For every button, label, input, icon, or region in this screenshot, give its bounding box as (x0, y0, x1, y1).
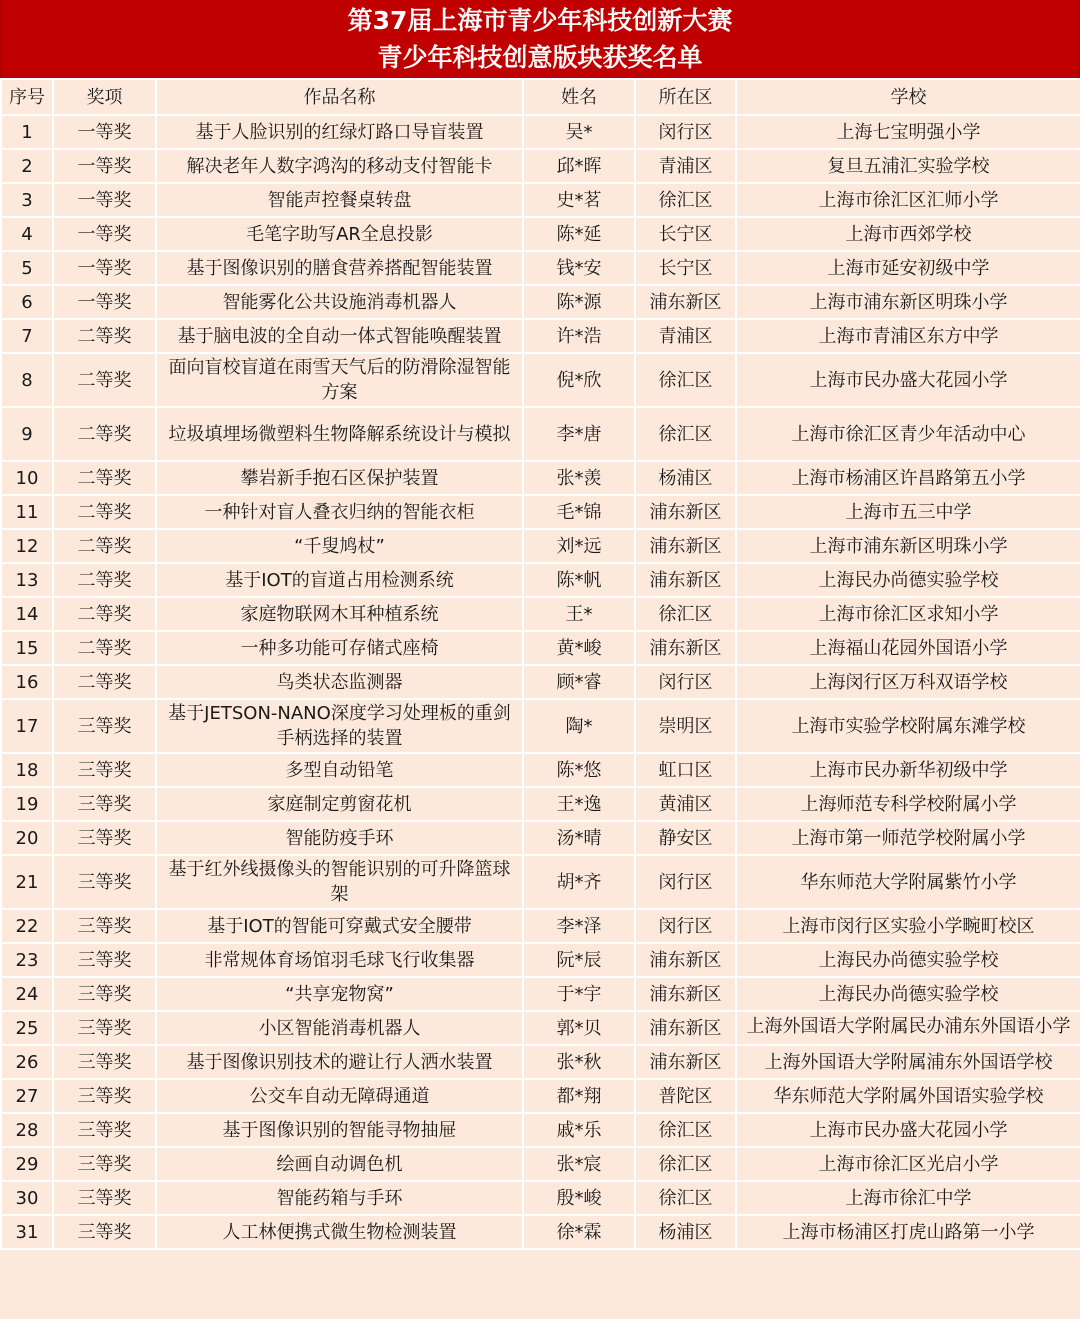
cell-work: 基于脑电波的全自动一体式智能唤醒装置 (156, 319, 523, 353)
cell-award: 三等奖 (53, 1045, 156, 1079)
cell-no: 31 (1, 1215, 53, 1249)
cell-work: 公交车自动无障碍通道 (156, 1079, 523, 1113)
cell-district: 闵行区 (635, 115, 736, 149)
cell-school: 上海民办尚德实验学校 (736, 977, 1080, 1011)
cell-district: 普陀区 (635, 1079, 736, 1113)
cell-school: 上海七宝明强小学 (736, 115, 1080, 149)
cell-work: 绘画自动调色机 (156, 1147, 523, 1181)
cell-school: 上海市杨浦区打虎山路第一小学 (736, 1215, 1080, 1249)
cell-name: 史*茗 (523, 183, 635, 217)
cell-no: 8 (1, 353, 53, 407)
title-line-1: 第37届上海市青少年科技创新大赛 (347, 6, 733, 35)
cell-work: 解决老年人数字鸿沟的移动支付智能卡 (156, 149, 523, 183)
cell-award: 三等奖 (53, 943, 156, 977)
cell-name: 胡*齐 (523, 855, 635, 909)
cell-work: 人工林便携式微生物检测装置 (156, 1215, 523, 1249)
table-row (1, 353, 1080, 407)
cell-school: 上海市民办盛大花园小学 (736, 353, 1080, 407)
cell-district: 徐汇区 (635, 1181, 736, 1215)
table-row (1, 1181, 1080, 1215)
cell-award: 三等奖 (53, 855, 156, 909)
cell-district: 静安区 (635, 821, 736, 855)
table-row (1, 631, 1080, 665)
table-row (1, 285, 1080, 319)
cell-work: 基于IOT的智能可穿戴式安全腰带 (156, 909, 523, 943)
cell-work: 小区智能消毒机器人 (156, 1011, 523, 1045)
cell-name: 张*羡 (523, 461, 635, 495)
cell-no: 5 (1, 251, 53, 285)
cell-award: 三等奖 (53, 1147, 156, 1181)
cell-work: 毛笔字助写AR全息投影 (156, 217, 523, 251)
cell-award: 三等奖 (53, 909, 156, 943)
header-no: 序号 (1, 79, 53, 115)
cell-name: 刘*远 (523, 529, 635, 563)
cell-name: 许*浩 (523, 319, 635, 353)
cell-work: 攀岩新手抱石区保护装置 (156, 461, 523, 495)
cell-no: 13 (1, 563, 53, 597)
cell-award: 一等奖 (53, 217, 156, 251)
cell-no: 16 (1, 665, 53, 699)
table-row (1, 407, 1080, 461)
cell-school: 上海市徐汇中学 (736, 1181, 1080, 1215)
cell-award: 二等奖 (53, 407, 156, 461)
cell-school: 上海市民办盛大花园小学 (736, 1113, 1080, 1147)
cell-name: 邱*晖 (523, 149, 635, 183)
cell-no: 4 (1, 217, 53, 251)
cell-award: 一等奖 (53, 149, 156, 183)
cell-name: 汤*晴 (523, 821, 635, 855)
cell-district: 虹口区 (635, 753, 736, 787)
cell-school: 上海市延安初级中学 (736, 251, 1080, 285)
cell-school: 上海市杨浦区许昌路第五小学 (736, 461, 1080, 495)
cell-name: 徐*霖 (523, 1215, 635, 1249)
cell-work: 基于红外线摄像头的智能识别的可升降篮球架 (156, 855, 523, 909)
cell-school: 上海市徐汇区青少年活动中心 (736, 407, 1080, 461)
table-row (1, 529, 1080, 563)
cell-no: 22 (1, 909, 53, 943)
cell-district: 浦东新区 (635, 563, 736, 597)
cell-award: 一等奖 (53, 183, 156, 217)
cell-name: 王*逸 (523, 787, 635, 821)
cell-school: 上海市五三中学 (736, 495, 1080, 529)
table-row (1, 495, 1080, 529)
cell-award: 二等奖 (53, 631, 156, 665)
table-header-row (1, 79, 1080, 115)
cell-district: 青浦区 (635, 149, 736, 183)
header-award: 奖项 (53, 79, 156, 115)
cell-award: 三等奖 (53, 1181, 156, 1215)
cell-district: 崇明区 (635, 699, 736, 753)
cell-name: 毛*锦 (523, 495, 635, 529)
cell-no: 27 (1, 1079, 53, 1113)
table-row (1, 1215, 1080, 1249)
cell-name: 王* (523, 597, 635, 631)
cell-school: 上海市民办新华初级中学 (736, 753, 1080, 787)
cell-name: 陶* (523, 699, 635, 753)
cell-no: 17 (1, 699, 53, 753)
cell-district: 徐汇区 (635, 407, 736, 461)
cell-name: 都*翔 (523, 1079, 635, 1113)
cell-work: 家庭物联网木耳种植系统 (156, 597, 523, 631)
cell-work: 一种多功能可存储式座椅 (156, 631, 523, 665)
cell-work: 基于图像识别的智能寻物抽屉 (156, 1113, 523, 1147)
cell-school: 上海市西郊学校 (736, 217, 1080, 251)
cell-award: 三等奖 (53, 821, 156, 855)
cell-school: 上海市浦东新区明珠小学 (736, 529, 1080, 563)
cell-district: 浦东新区 (635, 1011, 736, 1045)
cell-no: 11 (1, 495, 53, 529)
cell-district: 浦东新区 (635, 529, 736, 563)
cell-school: 华东师范大学附属紫竹小学 (736, 855, 1080, 909)
table-row (1, 821, 1080, 855)
cell-district: 浦东新区 (635, 943, 736, 977)
cell-name: 张*宸 (523, 1147, 635, 1181)
table-row (1, 597, 1080, 631)
cell-work: 智能药箱与手环 (156, 1181, 523, 1215)
cell-school: 上海市实验学校附属东滩学校 (736, 699, 1080, 753)
cell-award: 二等奖 (53, 319, 156, 353)
cell-award: 一等奖 (53, 115, 156, 149)
cell-no: 18 (1, 753, 53, 787)
table-row (1, 217, 1080, 251)
cell-award: 三等奖 (53, 753, 156, 787)
cell-school: 上海闵行区万科双语学校 (736, 665, 1080, 699)
cell-name: 黄*峻 (523, 631, 635, 665)
cell-no: 6 (1, 285, 53, 319)
cell-work: 智能雾化公共设施消毒机器人 (156, 285, 523, 319)
table-row (1, 461, 1080, 495)
cell-award: 三等奖 (53, 1113, 156, 1147)
cell-name: 李*唐 (523, 407, 635, 461)
cell-award: 三等奖 (53, 787, 156, 821)
cell-award: 一等奖 (53, 251, 156, 285)
cell-no: 9 (1, 407, 53, 461)
cell-name: 倪*欣 (523, 353, 635, 407)
cell-no: 2 (1, 149, 53, 183)
cell-award: 二等奖 (53, 529, 156, 563)
cell-no: 10 (1, 461, 53, 495)
cell-district: 徐汇区 (635, 183, 736, 217)
cell-name: 钱*安 (523, 251, 635, 285)
cell-work: 多型自动铅笔 (156, 753, 523, 787)
table-row (1, 1113, 1080, 1147)
header-district: 所在区 (635, 79, 736, 115)
cell-district: 闵行区 (635, 665, 736, 699)
cell-district: 黄浦区 (635, 787, 736, 821)
cell-school: 上海外国语大学附属浦东外国语学校 (736, 1045, 1080, 1079)
table-row (1, 787, 1080, 821)
cell-no: 14 (1, 597, 53, 631)
cell-name: 陈*延 (523, 217, 635, 251)
cell-no: 19 (1, 787, 53, 821)
title-banner (0, 0, 1080, 78)
cell-work: 垃圾填埋场微塑料生物降解系统设计与模拟 (156, 407, 523, 461)
cell-work: 基于图像识别的膳食营养搭配智能装置 (156, 251, 523, 285)
cell-award: 一等奖 (53, 285, 156, 319)
cell-name: 顾*睿 (523, 665, 635, 699)
cell-school: 上海市徐汇区光启小学 (736, 1147, 1080, 1181)
table-row (1, 563, 1080, 597)
cell-work: “共享宠物窝” (156, 977, 523, 1011)
table-body (1, 115, 1080, 1249)
cell-no: 20 (1, 821, 53, 855)
cell-name: 阮*辰 (523, 943, 635, 977)
cell-work: 面向盲校盲道在雨雪天气后的防滑除湿智能方案 (156, 353, 523, 407)
cell-school: 上海民办尚德实验学校 (736, 563, 1080, 597)
cell-name: 殷*峻 (523, 1181, 635, 1215)
cell-name: 陈*源 (523, 285, 635, 319)
cell-district: 徐汇区 (635, 353, 736, 407)
cell-no: 1 (1, 115, 53, 149)
cell-no: 30 (1, 1181, 53, 1215)
school-clipped-text: 上海外国语大学附属民办浦东外国语小学 (746, 1016, 1071, 1037)
cell-no: 26 (1, 1045, 53, 1079)
cell-no: 12 (1, 529, 53, 563)
cell-school: 上海师范专科学校附属小学 (736, 787, 1080, 821)
cell-school: 复旦五浦汇实验学校 (736, 149, 1080, 183)
cell-work: 鸟类状态监测器 (156, 665, 523, 699)
cell-no: 24 (1, 977, 53, 1011)
cell-district: 闵行区 (635, 909, 736, 943)
table-row (1, 115, 1080, 149)
cell-district: 浦东新区 (635, 631, 736, 665)
cell-award: 三等奖 (53, 977, 156, 1011)
cell-name: 陈*悠 (523, 753, 635, 787)
cell-no: 21 (1, 855, 53, 909)
cell-award: 三等奖 (53, 1079, 156, 1113)
table-row (1, 251, 1080, 285)
cell-award: 二等奖 (53, 597, 156, 631)
cell-school: 上海民办尚德实验学校 (736, 943, 1080, 977)
cell-district: 闵行区 (635, 855, 736, 909)
table-row (1, 1147, 1080, 1181)
cell-name: 陈*帆 (523, 563, 635, 597)
cell-work: 基于图像识别技术的避让行人洒水装置 (156, 1045, 523, 1079)
cell-no: 28 (1, 1113, 53, 1147)
title-line-2: 青少年科技创意版块获奖名单 (377, 43, 703, 72)
header-work: 作品名称 (156, 79, 523, 115)
cell-work: 智能防疫手环 (156, 821, 523, 855)
table-row (1, 909, 1080, 943)
table-row (1, 855, 1080, 909)
cell-award: 三等奖 (53, 1011, 156, 1045)
cell-school: 上海市浦东新区明珠小学 (736, 285, 1080, 319)
cell-award: 二等奖 (53, 665, 156, 699)
cell-district: 徐汇区 (635, 1147, 736, 1181)
table-row (1, 699, 1080, 753)
header-name: 姓名 (523, 79, 635, 115)
cell-work: 基于IOT的盲道占用检测系统 (156, 563, 523, 597)
cell-award: 三等奖 (53, 1215, 156, 1249)
cell-school: 上海市第一师范学校附属小学 (736, 821, 1080, 855)
table-row (1, 1011, 1080, 1045)
cell-award: 二等奖 (53, 563, 156, 597)
cell-district: 长宁区 (635, 217, 736, 251)
cell-no: 7 (1, 319, 53, 353)
cell-no: 23 (1, 943, 53, 977)
cell-award: 三等奖 (53, 699, 156, 753)
cell-no: 3 (1, 183, 53, 217)
cell-school: 上海市青浦区东方中学 (736, 319, 1080, 353)
cell-district: 浦东新区 (635, 977, 736, 1011)
cell-no: 15 (1, 631, 53, 665)
cell-school: 上海市闵行区实验小学畹町校区 (736, 909, 1080, 943)
cell-no: 25 (1, 1011, 53, 1045)
cell-district: 青浦区 (635, 319, 736, 353)
table-row (1, 943, 1080, 977)
cell-work: 基于人脸识别的红绿灯路口导盲装置 (156, 115, 523, 149)
cell-district: 长宁区 (635, 251, 736, 285)
cell-school: 华东师范大学附属外国语实验学校 (736, 1079, 1080, 1113)
cell-school: 上海福山花园外国语小学 (736, 631, 1080, 665)
table-row (1, 319, 1080, 353)
header-school: 学校 (736, 79, 1080, 115)
cell-work: 智能声控餐桌转盘 (156, 183, 523, 217)
cell-district: 浦东新区 (635, 285, 736, 319)
cell-work: 基于JETSON-NANO深度学习处理板的重剑手柄选择的装置 (156, 699, 523, 753)
awards-table (0, 78, 1080, 1250)
table-row (1, 1045, 1080, 1079)
cell-district: 徐汇区 (635, 597, 736, 631)
cell-name: 张*秋 (523, 1045, 635, 1079)
cell-award: 二等奖 (53, 353, 156, 407)
table-row (1, 1079, 1080, 1113)
cell-work: 一种针对盲人叠衣归纳的智能衣柜 (156, 495, 523, 529)
table-row (1, 753, 1080, 787)
cell-district: 浦东新区 (635, 1045, 736, 1079)
cell-district: 杨浦区 (635, 461, 736, 495)
cell-no: 29 (1, 1147, 53, 1181)
table-row (1, 149, 1080, 183)
cell-award: 二等奖 (53, 461, 156, 495)
cell-name: 吴* (523, 115, 635, 149)
cell-award: 二等奖 (53, 495, 156, 529)
cell-work: 非常规体育场馆羽毛球飞行收集器 (156, 943, 523, 977)
cell-district: 浦东新区 (635, 495, 736, 529)
table-row (1, 183, 1080, 217)
cell-work: “千叟鸠杖” (156, 529, 523, 563)
cell-school: 上海市徐汇区汇师小学 (736, 183, 1080, 217)
cell-name: 李*泽 (523, 909, 635, 943)
cell-name: 于*宇 (523, 977, 635, 1011)
cell-district: 杨浦区 (635, 1215, 736, 1249)
cell-school (736, 1011, 1080, 1045)
cell-name: 郭*贝 (523, 1011, 635, 1045)
table-row (1, 665, 1080, 699)
cell-district: 徐汇区 (635, 1113, 736, 1147)
cell-work: 家庭制定剪窗花机 (156, 787, 523, 821)
table-row (1, 977, 1080, 1011)
cell-school: 上海市徐汇区求知小学 (736, 597, 1080, 631)
cell-name: 戚*乐 (523, 1113, 635, 1147)
